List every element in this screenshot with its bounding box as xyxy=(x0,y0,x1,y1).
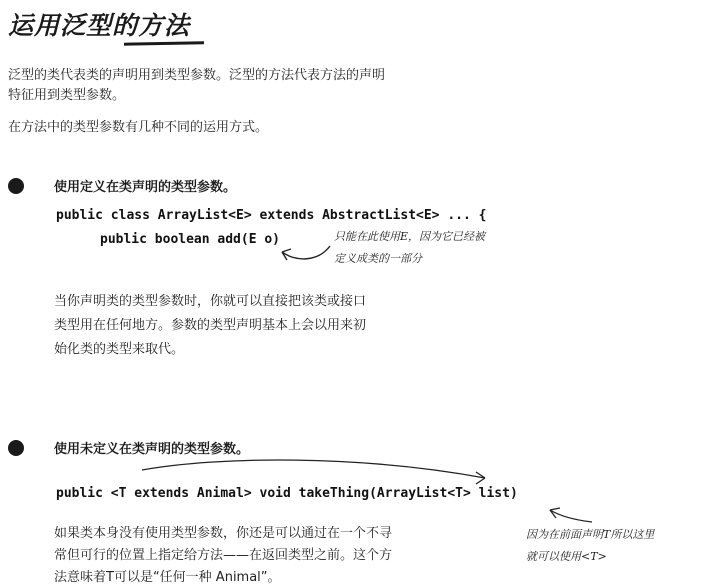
section2-label: 使用未定义在类声明的类型参数。 xyxy=(54,442,250,457)
section2-note-arrow xyxy=(550,510,592,522)
section2-para-line-2: 常但可行的位置上指定给方法——在返回类型之前。这个方 xyxy=(54,548,393,563)
bullet-icon xyxy=(8,440,24,456)
section1-code-line-1: public class ArrayList<E> extends AbstractList<E> ... { xyxy=(56,208,487,223)
section2-para-line-3: 法意味着T可以是“任何一种 Animal”。 xyxy=(54,570,281,585)
section1-label: 使用定义在类声明的类型参数。 xyxy=(54,180,237,195)
intro-line-3: 在方法中的类型参数有几种不同的运用方式。 xyxy=(8,120,269,135)
section1-para-line-2: 类型用在任何地方。参数的类型声明基本上会以用来初 xyxy=(54,318,367,333)
intro-line-2: 特征用到类型参数。 xyxy=(8,88,126,103)
section2-para-line-1: 如果类本身没有使用类型参数，你还是可以通过在一个不寻 xyxy=(54,526,393,541)
section2-curve-arrow xyxy=(142,460,485,478)
section1-handnote-line-2: 定义成类的一部分 xyxy=(334,252,422,265)
intro-line-1: 泛型的类代表类的声明用到类型参数。泛型的方法代表方法的声明 xyxy=(8,68,386,83)
section1-arrow xyxy=(282,246,330,259)
section1-handnote-line-1: 只能在此使用E，因为它已经被 xyxy=(334,230,486,243)
section1-para-line-1: 当你声明类的类型参数时，你就可以直接把该类或接口 xyxy=(54,294,367,309)
section2-code-line: public <T extends Animal> void takeThing(ArrayList<T> list) xyxy=(56,486,518,501)
page-title: 运用泛型的方法 xyxy=(8,11,191,40)
section2-handnote-line-2: 就可以使用<T> xyxy=(526,550,607,563)
section1-para-line-3: 始化类的类型来取代。 xyxy=(54,342,185,357)
section2-handnote-line-1: 因为在前面声明T所以这里 xyxy=(526,528,655,541)
section1-code-line-2: public boolean add(E o) xyxy=(100,232,281,247)
